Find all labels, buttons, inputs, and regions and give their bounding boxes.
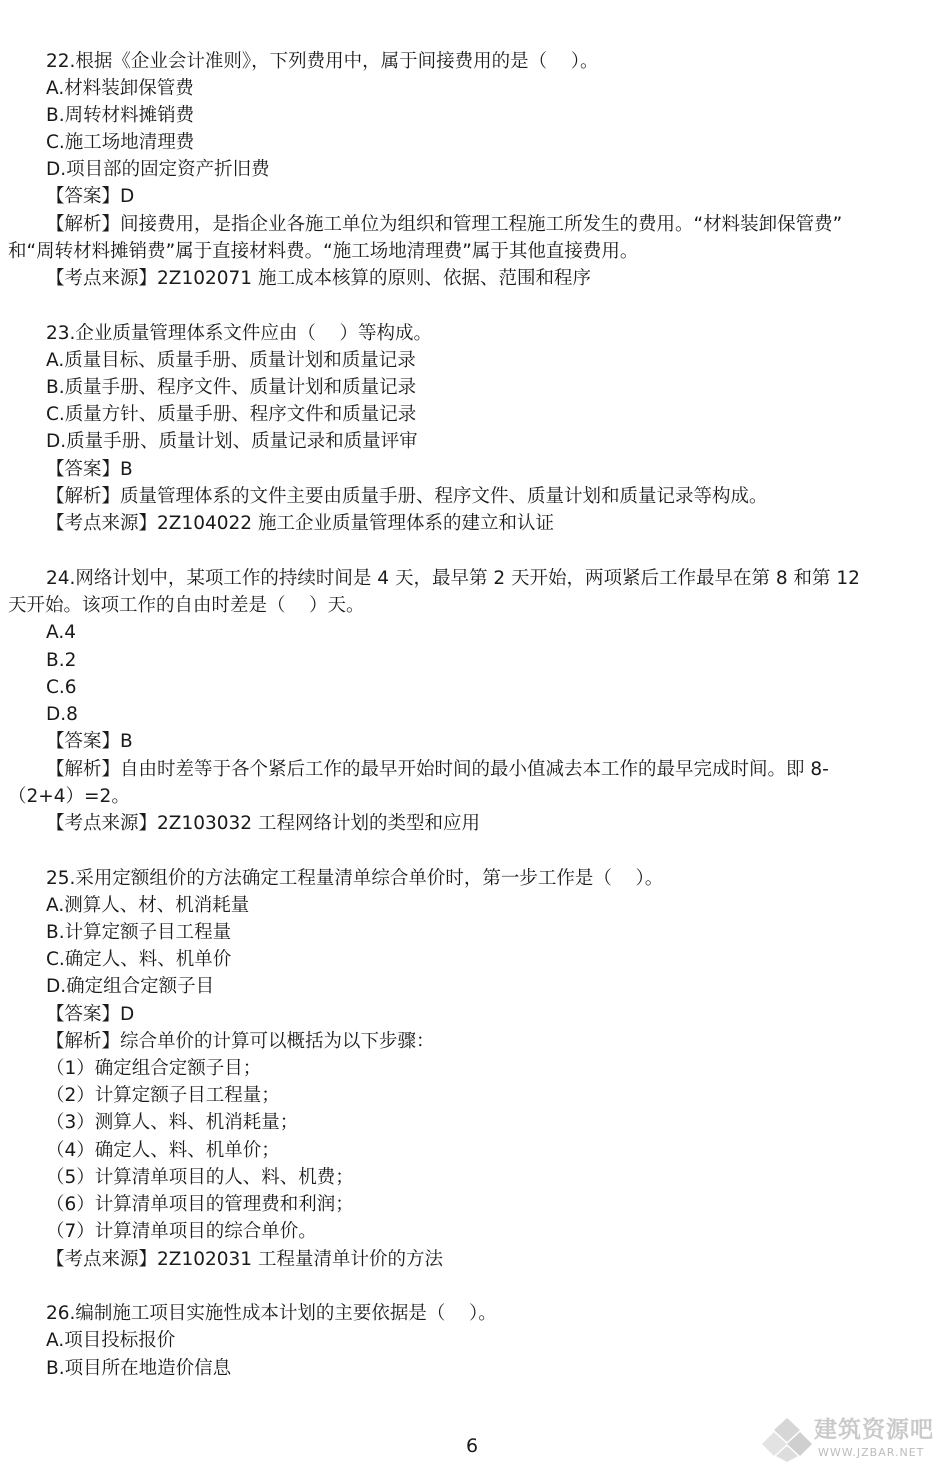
question-25-step-7: （7）计算清单项目的综合单价。 [46,1221,317,1242]
question-25-stem: 25.采用定额组价的方法确定工程量清单综合单价时，第一步工作是（ ）。 [46,868,664,889]
question-22-analysis: 【解析】间接费用，是指企业各施工单位为组织和管理工程施工所发生的费用。“材料装卸保管费” [46,214,843,235]
question-22-analysis-cont: 和“周转材料摊销费”属于直接材料费。“施工场地清理费”属于其他直接费用。 [8,241,639,262]
watermark [762,1414,940,1464]
question-24-option-c: C.6 [46,677,77,698]
question-25-step-1: （1）确定组合定额子目； [46,1058,262,1079]
question-23-source: 【考点来源】2Z104022 施工企业质量管理体系的建立和认证 [46,513,554,534]
question-22-option-b: B.周转材料摊销费 [46,105,195,126]
question-25-option-a: A.测算人、材、机消耗量 [46,895,250,916]
question-24-stem-cont: 天开始。该项工作的自由时差是（ ）天。 [8,595,365,616]
question-22-stem: 22.根据《企业会计准则》，下列费用中，属于间接费用的是（ ）。 [46,51,599,72]
question-25-answer: 【答案】D [46,1004,135,1025]
question-23-option-b: B.质量手册、程序文件、质量计划和质量记录 [46,377,417,398]
question-22-source: 【考点来源】2Z102071 施工成本核算的原则、依据、范围和程序 [46,268,591,289]
question-24-analysis-cont: （2+4）=2。 [8,786,130,807]
watermark-name: 建筑资源吧 [814,1417,934,1443]
question-25-step-4: （4）确定人、料、机单价； [46,1140,280,1161]
question-25-step-5: （5）计算清单项目的人、料、机费； [46,1167,354,1188]
question-25-step-3: （3）测算人、料、机消耗量； [46,1112,299,1133]
question-26-option-a: A.项目投标报价 [46,1330,176,1351]
question-23-analysis: 【解析】质量管理体系的文件主要由质量手册、程序文件、质量计划和质量记录等构成。 [46,486,768,507]
question-24-option-d: D.8 [46,704,78,725]
question-25-step-6: （6）计算清单项目的管理费和利润； [46,1194,354,1215]
diamond-logo-icon [762,1416,812,1462]
page-number: 6 [465,1435,479,1457]
question-25-option-c: C.确定人、料、机单价 [46,949,232,970]
question-25-analysis: 【解析】综合单价的计算可以概括为以下步骤： [46,1031,435,1052]
question-23-answer: 【答案】B [46,459,133,480]
question-24-source: 【考点来源】2Z103032 工程网络计划的类型和应用 [46,813,480,834]
question-25-option-d: D.确定组合定额子目 [46,976,215,997]
question-23-stem: 23.企业质量管理体系文件应由（ ）等构成。 [46,323,432,344]
question-23-option-a: A.质量目标、质量手册、质量计划和质量记录 [46,350,416,371]
question-23-option-c: C.质量方针、质量手册、程序文件和质量记录 [46,404,417,425]
question-25-step-2: （2）计算定额子目工程量； [46,1085,280,1106]
question-22-option-c: C.施工场地清理费 [46,132,195,153]
question-26-option-b: B.项目所在地造价信息 [46,1358,232,1379]
question-25-option-b: B.计算定额子目工程量 [46,922,232,943]
question-24-answer: 【答案】B [46,731,133,752]
question-22-answer: 【答案】D [46,186,135,207]
question-25-source: 【考点来源】2Z102031 工程量清单计价的方法 [46,1249,443,1270]
question-24-analysis: 【解析】自由时差等于各个紧后工作的最早开始时间的最小值减去本工作的最早完成时间。即 8- [46,759,829,780]
question-26-stem: 26.编制施工项目实施性成本计划的主要依据是（ ）。 [46,1303,497,1324]
question-23-option-d: D.质量手册、质量计划、质量记录和质量评审 [46,431,418,452]
question-24-option-a: A.4 [46,622,76,643]
watermark-url: WWW.JZBAR.NET [818,1446,925,1459]
question-22-option-d: D.项目部的固定资产折旧费 [46,159,270,180]
question-22-option-a: A.材料装卸保管费 [46,78,194,99]
question-24-option-b: B.2 [46,650,77,671]
question-24-stem: 24.网络计划中，某项工作的持续时间是 4 天，最早第 2 天开始，两项紧后工作最早在第 8 和第 12 [46,568,860,589]
